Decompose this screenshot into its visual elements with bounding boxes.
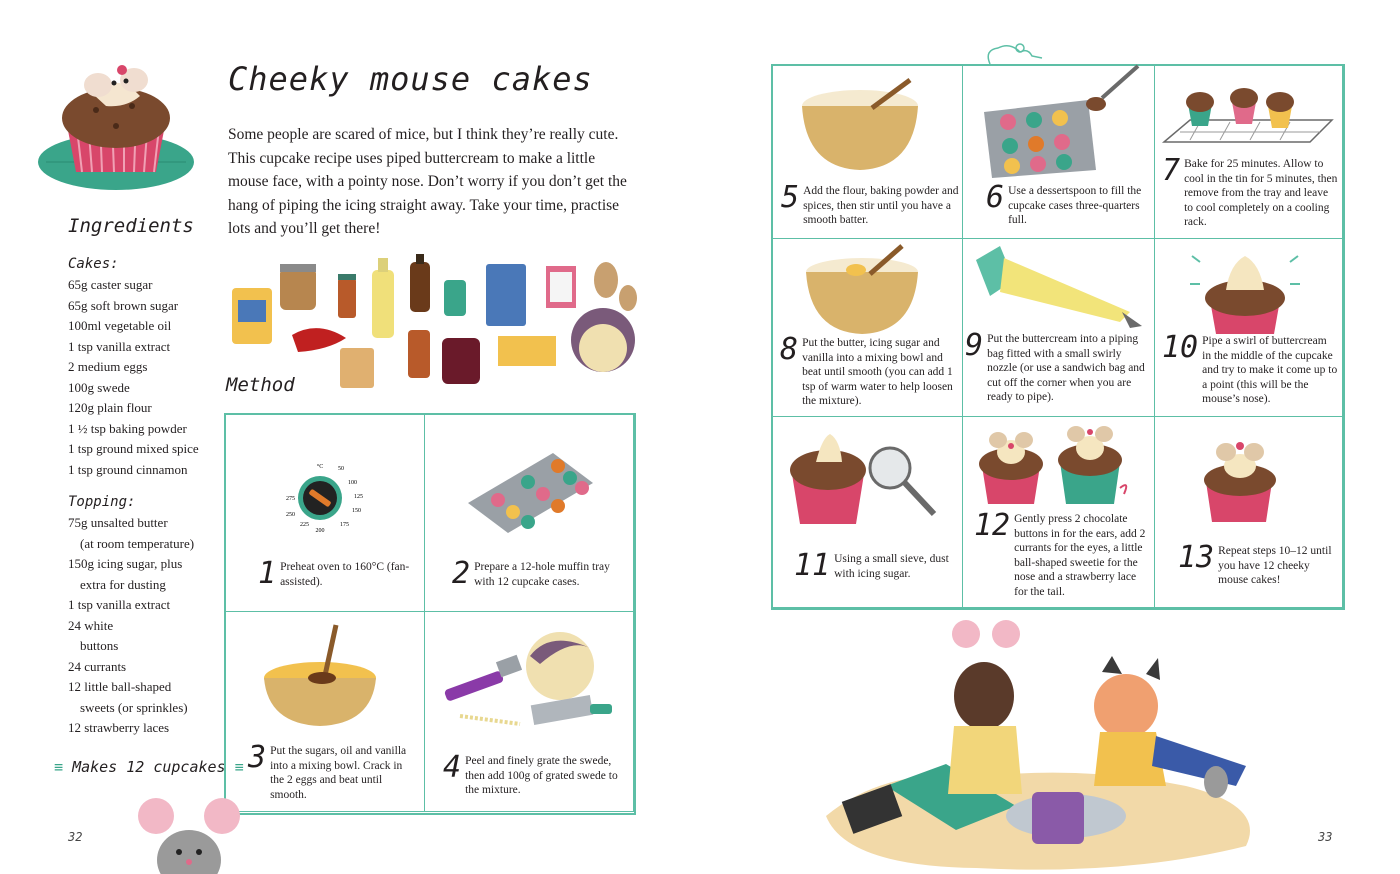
mouse-illustration: [134, 796, 244, 874]
oven-dial-mark: 225: [300, 522, 309, 528]
ingredient-item: 150g icing sugar, plus: [68, 556, 183, 571]
step-11: [794, 548, 954, 583]
oven-dial-mark: 200: [315, 528, 325, 534]
step-text: Repeat steps 10–12 until you have 12 cheeky mouse cakes!: [1218, 545, 1332, 586]
step-text: Preheat oven to 160°C (fan-assisted).: [280, 561, 410, 588]
step-text: Add the flour, baking powder and spices, then stir until you have a smooth batter.: [803, 185, 959, 226]
sieve-cupcake-illustration: [786, 428, 946, 528]
ingredient-item: 24 white: [68, 617, 114, 633]
step-5: [781, 180, 959, 228]
step-number: 3: [248, 740, 267, 775]
step-6: [986, 180, 1146, 228]
ingredient-item: 120g plain flour: [68, 400, 152, 415]
swede-grater-illustration: [440, 628, 620, 740]
oven-dial-illustration: [280, 460, 370, 540]
step-number: 5: [781, 180, 800, 215]
ingredient-item: 1 tsp vanilla extract: [68, 338, 171, 354]
ingredient-item: sweets (or sprinkles): [80, 699, 188, 715]
ingredient-item: 75g unsalted butter: [68, 515, 168, 530]
step-12: [974, 508, 1150, 599]
oven-dial-mark: 50: [338, 466, 344, 472]
makes-label: ≡ Makes 12 cupcakes ≡: [54, 758, 244, 776]
ingredient-item: 2 medium eggs: [68, 359, 148, 374]
step-10: [1162, 330, 1338, 407]
final-cupcake-illustration: [1196, 430, 1286, 528]
topping-list: [68, 513, 218, 739]
recipe-intro: Some people are scared of mice, but I think they’re really cute. This cupcake recipe uses piped buttercream to make a little mouse face, with a pointy nose. Don’t worry if you don’t get the hang of piping the icing straight away. Take your time, practise lots and you’ll get there!: [228, 126, 627, 237]
oven-dial-mark: 275: [286, 496, 295, 502]
ingredients-heading: Ingredients: [68, 215, 194, 237]
oven-dial-mark: 125: [354, 494, 363, 500]
ingredient-item: 100ml vegetable oil: [68, 318, 172, 333]
step-text: Peel and finely grate the swede, then add 100g of grated swede to the mixture.: [465, 755, 618, 796]
ingredient-item: 1 ½ tsp baking powder: [68, 420, 187, 436]
piping-bag-illustration: [970, 240, 1150, 330]
step-number: 13: [1178, 540, 1215, 575]
ingredient-item: 65g caster sugar: [68, 277, 153, 292]
step-text: Prepare a 12-hole muffin tray with 12 cupcake cases.: [474, 561, 610, 588]
cakes-list: [68, 275, 218, 480]
bowl-flour-illustration: [796, 76, 926, 176]
step-number: 7: [1162, 153, 1181, 188]
step-number: 8: [780, 332, 799, 367]
page-number-left: 32: [68, 830, 83, 844]
ingredient-item: 24 currants: [68, 658, 127, 674]
step-text: Put the butter, icing sugar and vanilla into a mixing bowl and beat until smooth (you can add 1 tsp of warm water to help loosen the mixture).: [802, 337, 953, 407]
oven-dial-unit: °C: [316, 464, 324, 470]
topping-heading: Topping:: [68, 494, 136, 510]
step-number: 6: [986, 180, 1005, 215]
ingredient-item: 65g soft brown sugar: [68, 297, 179, 313]
step-number: 12: [974, 508, 1011, 543]
step-8: [780, 332, 958, 409]
cooling-rack-illustration: [1160, 82, 1340, 152]
step-text: Use a dessertspoon to fill the cupcake cases three-quarters full.: [1008, 185, 1142, 226]
step-3: [248, 740, 418, 802]
step-13: [1178, 540, 1338, 588]
step-number: 10: [1162, 330, 1199, 365]
recipe-title: Cheeky mouse cakes: [228, 60, 593, 98]
ingredient-item: 12 little ball-shaped: [68, 679, 172, 694]
step-9: [965, 328, 1149, 405]
step-4: [443, 750, 623, 798]
tray-spoon-illustration: [978, 60, 1148, 180]
ingredient-item: (at room temperature): [80, 535, 195, 551]
step-1: [258, 556, 418, 591]
makes-text: Makes 12 cupcakes: [72, 758, 226, 776]
step-text: Gently press 2 chocolate buttons in for the ears, add 2 currants for the eyes, a little ball-shaped sweetie for the nose and a strawberry lace for the tail.: [1014, 513, 1146, 598]
method-heading: Method: [226, 374, 295, 396]
step-number: 11: [794, 548, 831, 583]
ingredient-item: 100g swede: [68, 379, 130, 395]
bowl-butter-illustration: [798, 244, 928, 336]
step-number: 4: [443, 750, 462, 785]
step-2: [452, 556, 622, 591]
step-text: Using a small sieve, dust with icing sugar.: [834, 553, 949, 580]
step-number: 1: [258, 556, 277, 591]
step-number: 2: [452, 556, 471, 591]
step-text: Pipe a swirl of buttercream in the middle of the cupcake and try to make it come up to a point (this will be the mouse’s nose).: [1202, 335, 1338, 405]
step-7: [1162, 153, 1338, 230]
step-text: Put the buttercream into a piping bag fitted with a small swirly nozzle (or use a sandwich bag and cut off the corner when you are ready to pipe).: [987, 333, 1145, 403]
ingredient-item: buttons: [80, 638, 119, 653]
ingredient-item: extra for dusting: [80, 576, 166, 592]
muffin-tray-illustration: [458, 448, 598, 538]
oven-dial-mark: 250: [286, 512, 295, 518]
ingredient-item: 1 tsp vanilla extract: [68, 597, 171, 612]
children-picnic-illustration: [826, 616, 1266, 874]
step-number: 9: [965, 328, 984, 363]
mixing-bowl-illustration: [258, 620, 388, 730]
buttercream-cupcake-illustration: [1190, 244, 1300, 336]
step-text: Put the sugars, oil and vanilla into a mixing bowl. Crack in the 2 eggs and beat until smooth.: [270, 745, 407, 801]
ingredients-list: [68, 256, 218, 739]
ingredient-item: 1 tsp ground mixed spice: [68, 441, 199, 456]
mouse-cupcakes-illustration: [968, 422, 1138, 508]
ingredient-item: 1 tsp ground cinnamon: [68, 461, 188, 477]
oven-dial-mark: 150: [352, 508, 361, 514]
oven-dial-mark: 100: [348, 480, 357, 486]
ingredient-item: 12 strawberry laces: [68, 720, 170, 735]
cakes-heading: Cakes:: [68, 256, 119, 272]
page-number-right: 33: [1318, 830, 1333, 844]
oven-dial-mark: 175: [340, 522, 349, 528]
step-text: Bake for 25 minutes. Allow to cool in the tin for 5 minutes, then remove from the tray and leave to cool completely on a cooling rack.: [1184, 158, 1338, 228]
hero-cupcake-illustration: [36, 50, 196, 200]
